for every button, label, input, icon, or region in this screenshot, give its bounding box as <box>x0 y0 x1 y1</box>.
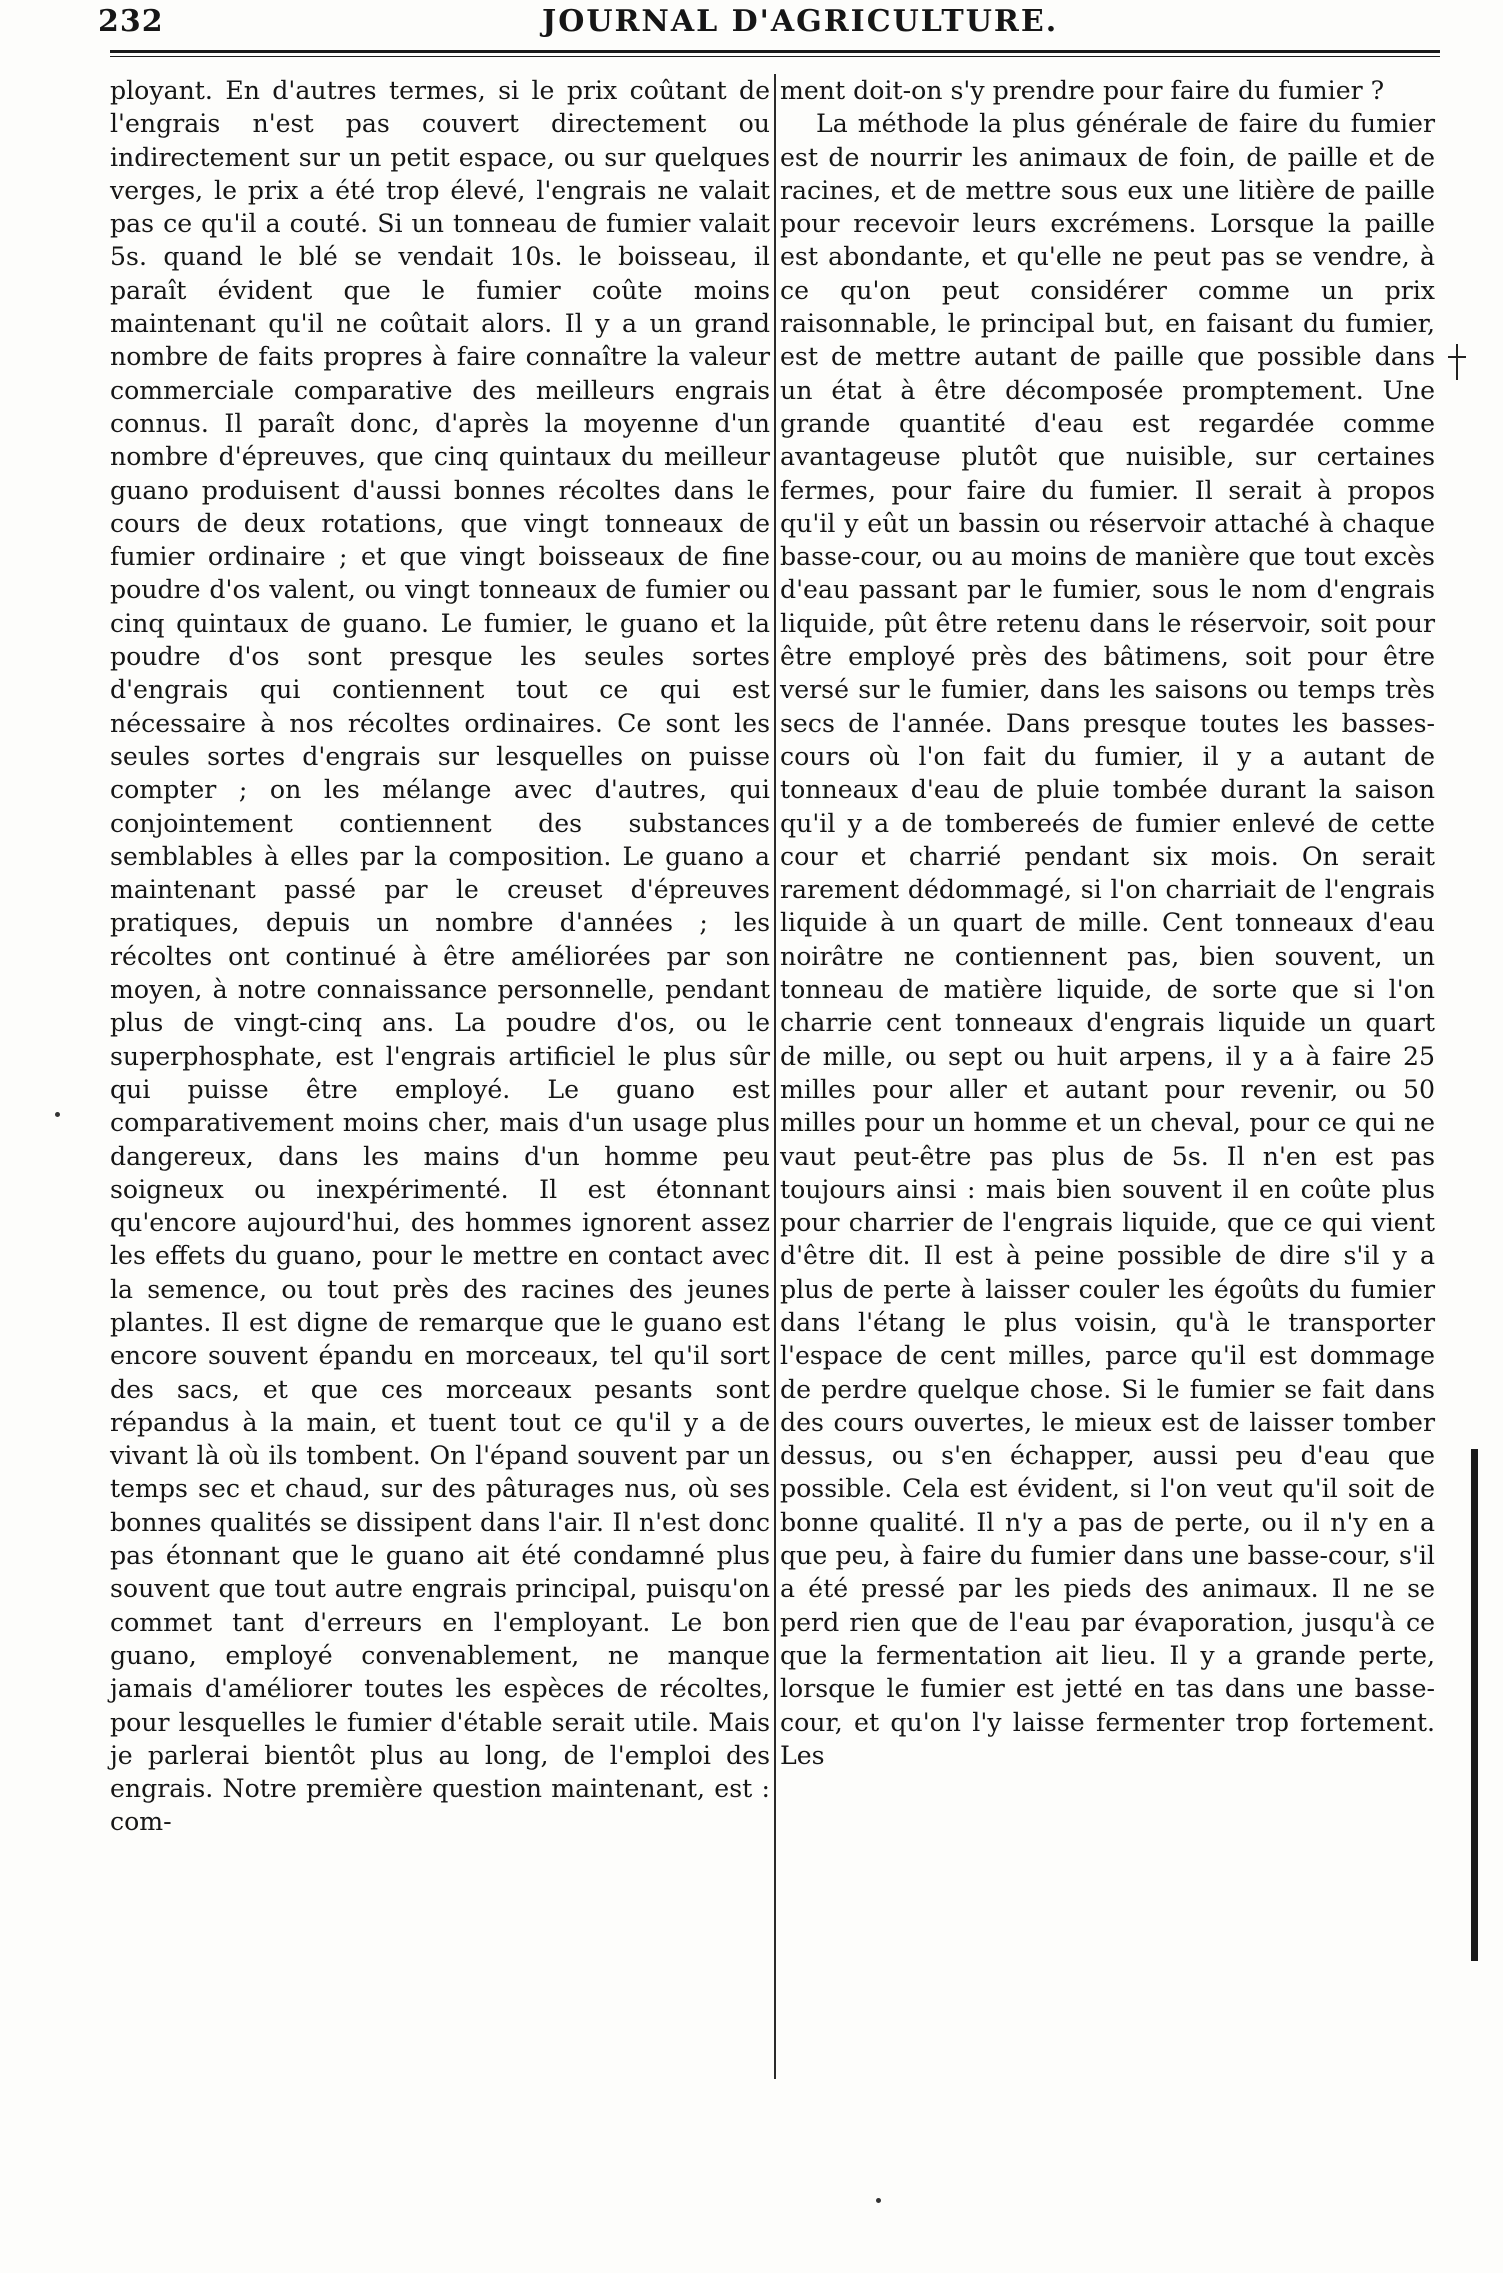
right-column <box>780 74 1435 2074</box>
left-column-text: ployant. En d'autres termes, si le prix coûtant de l'engrais n'est pas couvert directement ou indirectement sur un petit espace, ou sur quelques verges, le prix a été trop élevé, l'engrais ne valait pas ce qu'il a couté. Si un tonneau de fumier valait 5s. quand le blé se vendait 10s. le boisseau, il paraît évident que le fumier coûte moins maintenant qu'il ne coûtait alors. Il y a un grand nombre de faits propres à faire connaître la valeur commerciale comparative des meilleurs engrais connus. Il paraît donc, d'après la moyenne d'un nombre d'épreuves, que cinq quintaux du meilleur guano produisent d'aussi bonnes récoltes dans le cours de deux rotations, que vingt tonneaux de fumier ordinaire ; et que vingt boisseaux de fine poudre d'os valent, ou vingt tonneaux de fumier ou cinq quintaux de guano. Le fumier, le guano et la poudre d'os sont presque les seules sortes d'engrais qui contiennent tout ce qui est nécessaire à nos récoltes ordinaires. Ce sont les seules sortes d'engrais sur lesquelles on puisse compter ; on les mélange avec d'autres, qui conjointement contiennent des substances semblables à elles par la composition. Le guano a maintenant passé par le creuset d'épreuves pratiques, depuis un nombre d'années ; les récoltes ont continué à être améliorées par son moyen, à notre connaissance personnelle, pendant plus de vingt-cinq ans. La poudre d'os, ou le superphosphate, est l'engrais artificiel le plus sûr qui puisse être employé. Le guano est comparativement moins cher, mais d'un usage plus dangereux, dans les mains d'un homme peu soigneux ou inexpérimenté. Il est étonnant qu'encore aujourd'hui, des hommes ignorent assez les effets du guano, pour le mettre en contact avec la semence, ou tout près des racines des jeunes plantes. Il est digne de remarque que le guano est encore souvent épandu en morceaux, tel qu'il sort des sacs, et que ces morceaux pesants sont répandus à la main, et tuent tout ce qu'il y a de vivant là où ils tombent. On l'épand souvent par un temps sec et chaud, sur des pâturages nus, où ses bonnes qualités se dissipent dans l'air. Il n'est donc pas étonnant que le guano ait été condamné plus souvent que tout autre engrais principal, puisqu'on commet tant d'erreurs en l'employant. Le bon guano, employé convenablement, ne manque jamais d'améliorer toutes les espèces de récoltes, pour lesquelles le fumier d'étable serait utile. Mais je parlerai bientôt plus au long, de l'emploi des engrais. Notre première question maintenant, est : com- <box>110 76 770 1837</box>
right-column-paragraph-1: ment doit-on s'y prendre pour faire du fumier ? <box>780 76 1385 105</box>
column-divider <box>774 74 776 2079</box>
page-header <box>92 4 1463 44</box>
left-column <box>110 74 770 2074</box>
ink-speck <box>55 1112 60 1117</box>
ink-speck <box>876 2198 881 2203</box>
right-column-paragraph-2: La méthode la plus générale de faire du fumier est de nourrir les animaux de foin, de paille et de racines, et de mettre sous eux une litière de paille pour recevoir leurs excrémens. Lorsque la paille est abondante, et qu'elle ne peut pas se vendre, à ce qu'on peut considérer comme un prix raisonnable, le principal but, en faisant du fumier, est de mettre autant de paille que possible dans un état à être décomposée promptement. Une grande quantité d'eau est regardée comme avantageuse plutôt que nuisible, sur certaines fermes, pour faire du fumier. Il serait à propos qu'il y eût un bassin ou réservoir attaché à chaque basse-cour, ou au moins de manière que tout excès d'eau passant par le fumier, sous le nom d'engrais liquide, pût être retenu dans le réservoir, soit pour être employé près des bâtimens, soit pour être versé sur le fumier, dans les saisons ou temps très secs de l'année. Dans presque toutes les basses-cours où l'on fait du fumier, il y a autant de tonneaux d'eau de pluie tombée durant la saison qu'il y a de tombereés de fumier enlevé de cette cour et charrié pendant six mois. On serait rarement dédommagé, si l'on charriait de l'engrais liquide à un quart de mille. Cent tonneaux d'eau noirâtre ne contiennent pas, bien souvent, un tonneau de matière liquide, de sorte que si l'on charrie cent tonneaux d'engrais liquide un quart de mille, ou sept ou huit arpens, il y a à faire 25 milles pour aller et autant pour revenir, ou 50 milles pour un homme et un cheval, pour ce qui ne vaut peut-être pas plus de 5s. Il n'en est pas toujours ainsi : mais bien souvent il en coûte plus pour charrier de l'engrais liquide, que ce qui vient d'être dit. Il est à peine possible de dire s'il y a plus de perte à laisser couler les égoûts du fumier dans l'étang le plus voisin, qu'à le transporter l'espace de cent milles, parce qu'il est dommage de perdre quelque chose. Si le fumier se fait dans des cours ouvertes, le mieux est de laisser tomber dessus, ou s'en échapper, aussi peu d'eau que possible. Cela est évident, si l'on veut qu'il soit de bonne qualité. Il n'y a pas de perte, ou il n'y en a que peu, à faire du fumier dans une basse-cour, s'il a été pressé par les pieds des animaux. Il ne se perd rien que de l'eau par évaporation, jusqu'à ce que la fermentation ait lieu. Il y a grande perte, lorsque le fumier est jetté en tas dans une basse-cour, et qu'on l'y laisse fermenter trop fortement. Les <box>780 109 1435 1770</box>
header-rule-thick <box>110 50 1440 53</box>
header-rule-thin <box>110 56 1440 57</box>
page-number: 232 <box>98 4 164 39</box>
margin-bar <box>1471 1449 1478 1961</box>
margin-mark <box>1456 344 1458 380</box>
running-title: JOURNAL D'AGRICULTURE. <box>542 4 1059 39</box>
